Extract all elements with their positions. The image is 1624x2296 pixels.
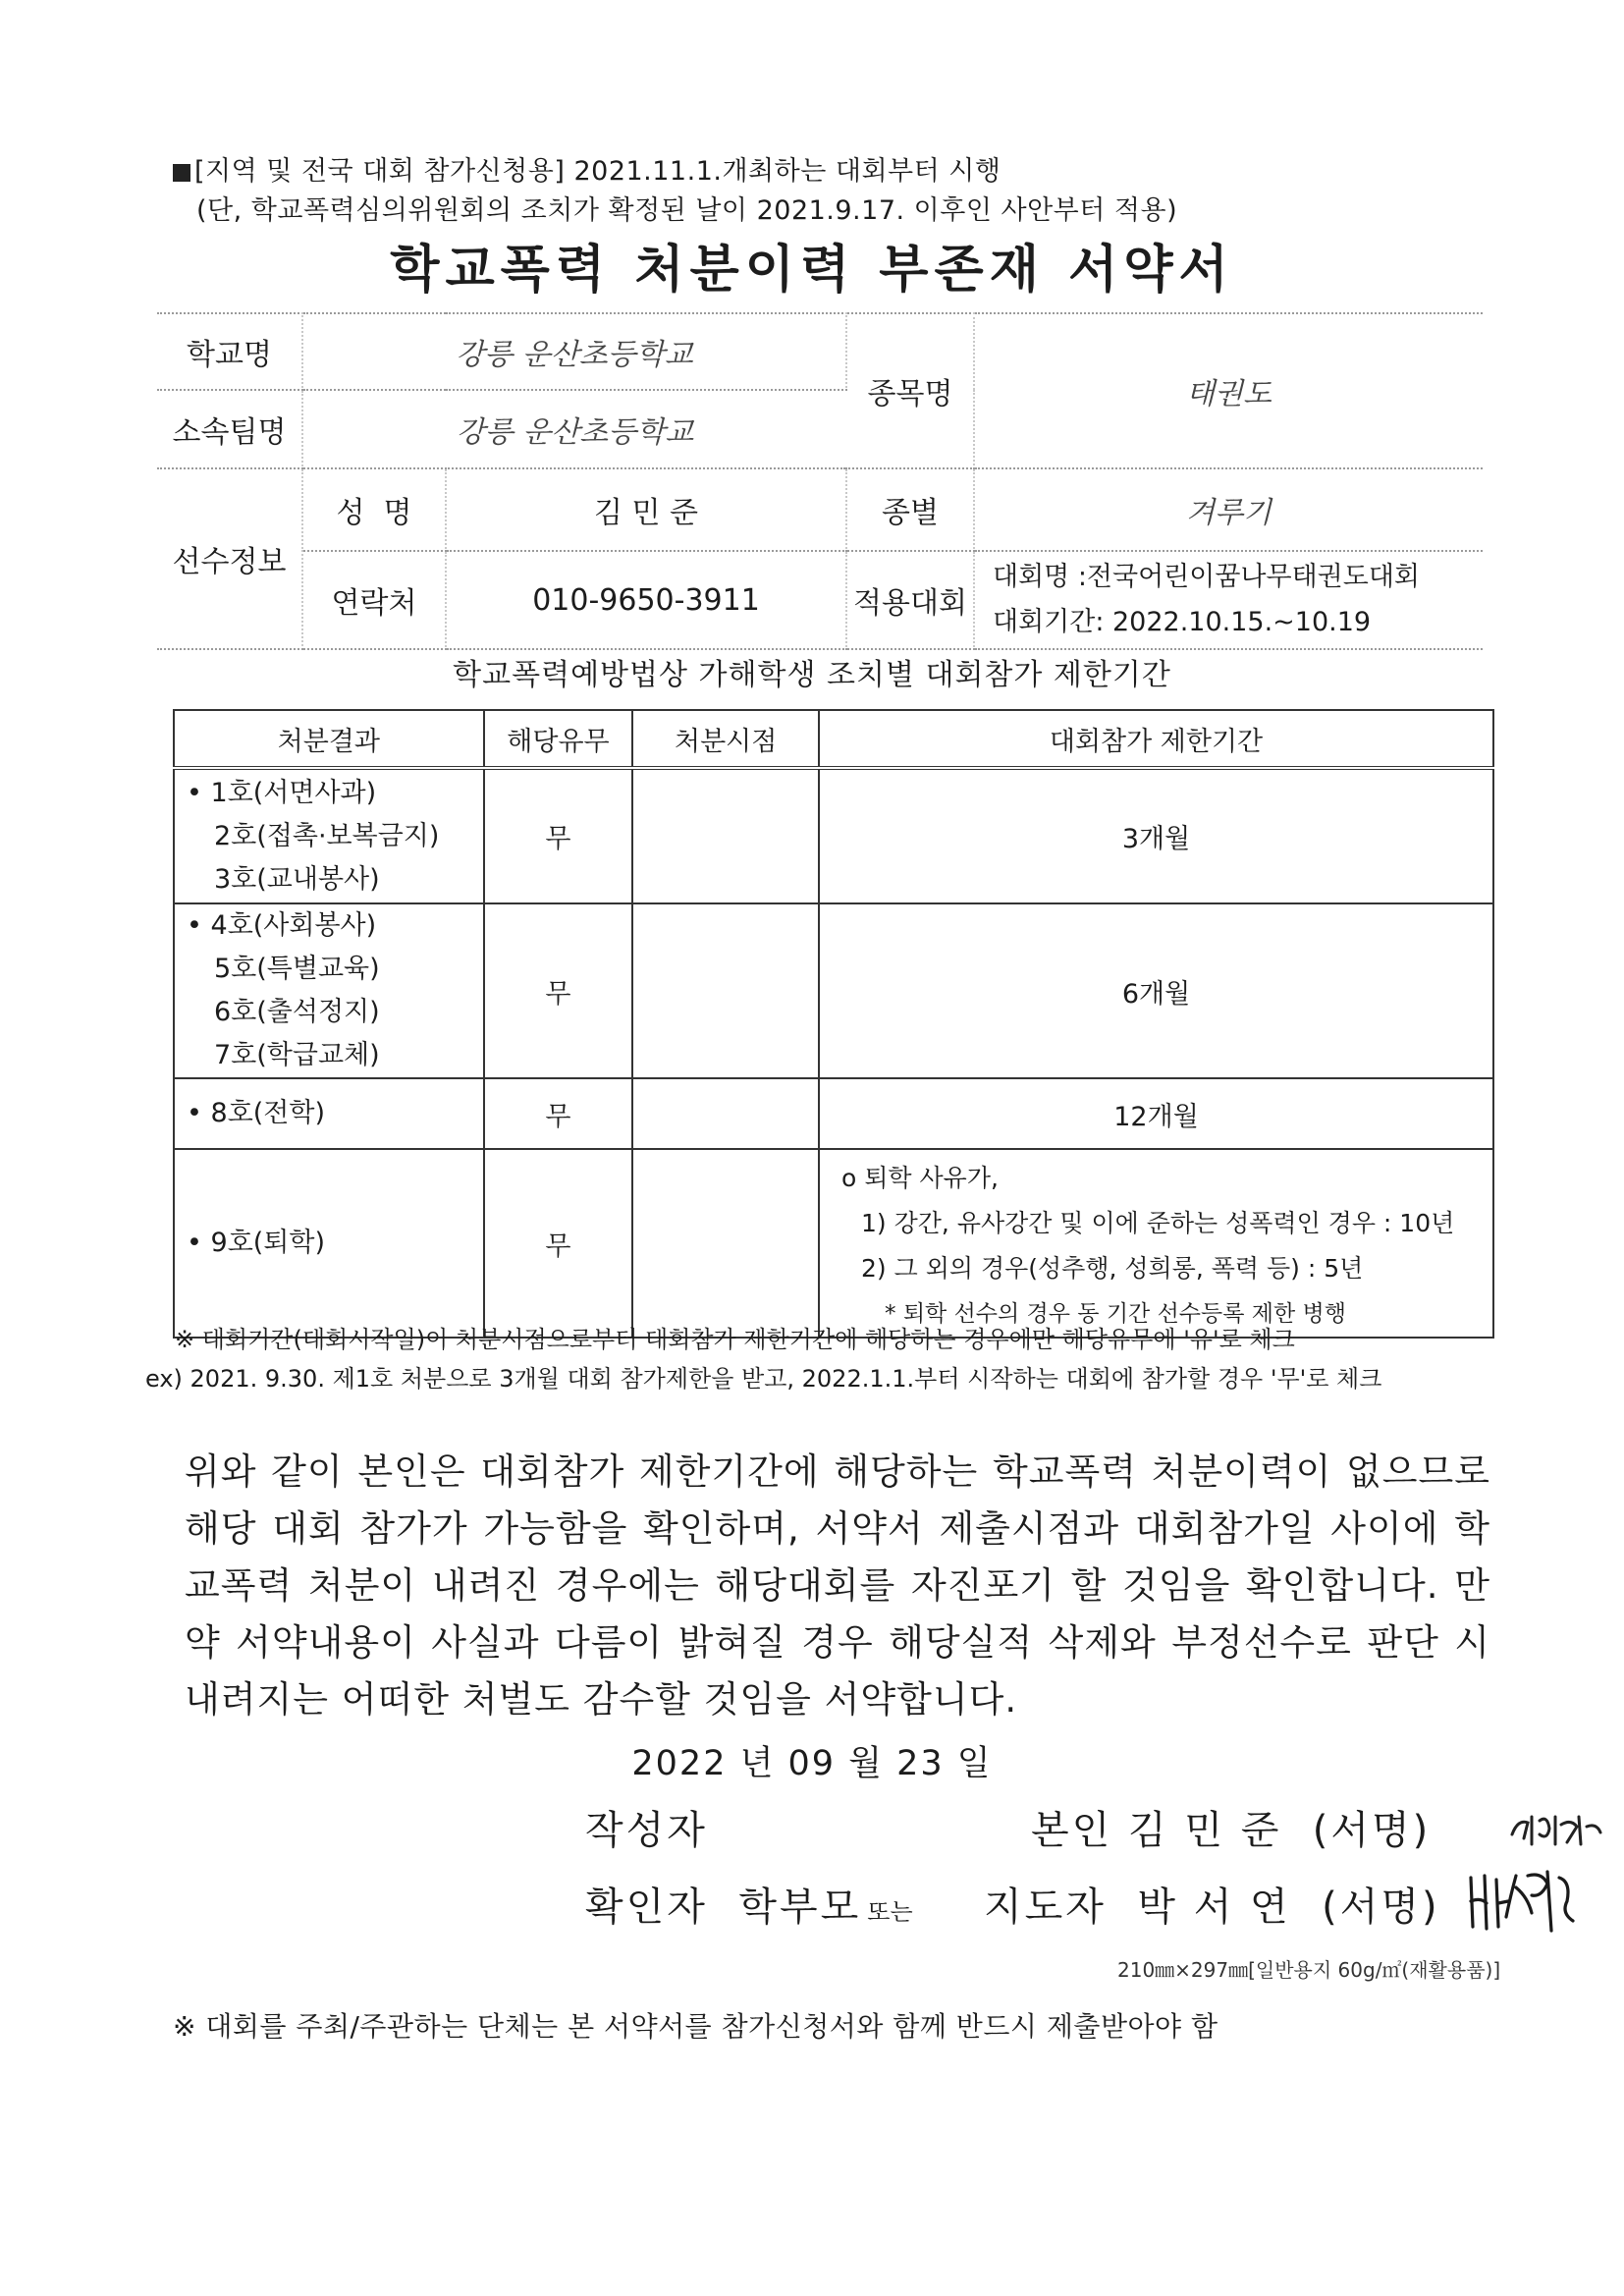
author-signature-line: 본인 김 민 준 (서명) <box>1031 1808 1432 1853</box>
team-label: 소속팀명 <box>157 390 302 468</box>
contact-value: 010-9650-3911 <box>446 551 846 649</box>
confirmer-signature-line: 지도자 박 서 연 (서명) <box>984 1885 1440 1930</box>
name-value: 김 민 준 <box>446 468 846 551</box>
info-table <box>157 312 1483 650</box>
confirmer-label: 확인자 학부모 또는 <box>585 1885 913 1930</box>
restriction-period-cell: 6개월 <box>819 903 1493 1078</box>
school-label: 학교명 <box>157 313 302 390</box>
column-header: 처분시점 <box>632 710 819 768</box>
sanction-items <box>174 903 484 1078</box>
applicable-cell: 무 <box>484 903 633 1078</box>
table-row <box>174 1078 1493 1149</box>
applicable-cell: 무 <box>484 768 633 903</box>
note-line: * 퇴학 선수의 경우 동 기간 선수등록 제한 병행 <box>885 1301 1346 1327</box>
sanction-date-cell <box>632 903 819 1078</box>
author-label: 작성자 <box>585 1808 708 1853</box>
paper-spec: 210㎜×297㎜[일반용지 60g/㎡(재활용품)] <box>1117 1958 1501 1982</box>
header-line-1: [지역 및 전국 대회 참가신청용] 2021.11.1.개최하는 대회부터 시행 <box>173 149 1001 188</box>
or-label: 또는 <box>867 1898 913 1926</box>
column-header: 처분결과 <box>174 710 484 768</box>
restriction-period-cell: 12개월 <box>819 1078 1493 1149</box>
footnote-check-rule: ※ 대회기간(대회시작일)이 처분시점으로부터 대회참가 제한기간에 해당하는 경우에만 해당유무에 '유'로 체크 <box>175 1326 1295 1353</box>
sanction-item: • 4호(사회봉사) <box>187 904 483 948</box>
sanction-item: 2호(접촉·보복금지) <box>214 820 440 851</box>
applicable-cell: 무 <box>484 1149 633 1338</box>
event-label: 종목명 <box>846 313 974 468</box>
sanction-date-cell <box>632 1078 819 1149</box>
team-value: 강릉 운산초등학교 <box>302 390 846 468</box>
sanction-date-cell <box>632 768 819 903</box>
sanction-items <box>174 1149 484 1338</box>
player-info-label: 선수정보 <box>157 468 302 649</box>
competition-info <box>974 551 1483 649</box>
category-value: 겨루기 <box>974 468 1483 551</box>
column-header: 해당유무 <box>484 710 633 768</box>
pledge-text: 위와 같이 본인은 대회참가 제한기간에 해당하는 학교폭력 처분이력이 없으므로 해당 대회 참가가 가능함을 확인하며, 서약서 제출시점과 대회참가일 사이에 학교폭력 처분이 내려진 경우에는 해당대회를 자진포기 할 것임을 확인합니다. 만약 서약내용이 사실과 다름이 밝혀질 경우 해당실적 삭제와 부정선수로 판단 시 내려지는 어떠한 처벌도 감수할 것임을 서약합니다. <box>185 1450 1490 1721</box>
footnote-example: ex) 2021. 9.30. 제1호 처분으로 3개월 대회 참가제한을 받고, 2022.1.1.부터 시작하는 대회에 참가할 경우 '무'로 체크 <box>145 1365 1382 1393</box>
school-value: 강릉 운산초등학교 <box>302 313 846 390</box>
sanction-date-cell <box>632 1149 819 1338</box>
note-line: 1) 강간, 유사강간 및 이에 준하는 성폭력인 경우 : 10년 <box>861 1209 1455 1237</box>
header-line-2: (단, 학교폭력심의위원회의 조치가 확정된 날이 2021.9.17. 이후인 사안부터 적용) <box>196 195 1178 226</box>
column-header: 대회참가 제한기간 <box>819 710 1493 768</box>
author-handwritten-signature <box>1508 1805 1606 1852</box>
confirmer-handwritten-signature <box>1463 1858 1585 1941</box>
sanction-item: 5호(특별교육) <box>214 954 380 984</box>
note-line: 2) 그 외의 경우(성추행, 성희롱, 폭력 등) : 5년 <box>861 1254 1364 1283</box>
sanction-item: 6호(출석정지) <box>214 997 380 1027</box>
contact-label: 연락처 <box>302 551 446 649</box>
competition-name: 대회명 :전국어린이꿈나무태권도대회 <box>993 562 1420 592</box>
name-label: 성 명 <box>302 468 446 551</box>
sanction-item: • 8호(전학) <box>187 1092 483 1135</box>
sanction-item: • 1호(서면사과) <box>187 772 483 815</box>
note-line: o 퇴학 사유가, <box>841 1164 999 1192</box>
expulsion-note <box>819 1149 1493 1338</box>
sanction-item: 7호(학급교체) <box>214 1040 380 1070</box>
pledge-date: 2022 년 09 월 23 일 <box>631 1744 993 1783</box>
restriction-period-cell: 3개월 <box>819 768 1493 903</box>
applicable-cell: 무 <box>484 1078 633 1149</box>
competition-period: 대회기간: 2022.10.15.~10.19 <box>993 607 1372 637</box>
sanction-items <box>174 768 484 903</box>
applied-competition-label: 적용대회 <box>846 551 974 649</box>
document-title: 학교폭력 처분이력 부존재 서약서 <box>390 241 1234 300</box>
sanction-table <box>173 709 1494 1339</box>
sanction-table-title: 학교폭력예방법상 가해학생 조치별 대회참가 제한기간 <box>453 658 1171 692</box>
table-row <box>174 903 1493 1078</box>
submission-note: ※ 대회를 주최/주관하는 단체는 본 서약서를 참가신청서와 함께 반드시 제출받아야 함 <box>173 2010 1218 2043</box>
sanction-item: • 9호(퇴학) <box>187 1222 483 1265</box>
table-row <box>174 768 1493 903</box>
sanction-items <box>174 1078 484 1149</box>
square-bullet-icon <box>173 164 190 182</box>
event-value: 태권도 <box>974 313 1483 468</box>
table-row <box>174 1149 1493 1338</box>
category-label: 종별 <box>846 468 974 551</box>
sanction-item: 3호(교내봉사) <box>214 863 380 895</box>
